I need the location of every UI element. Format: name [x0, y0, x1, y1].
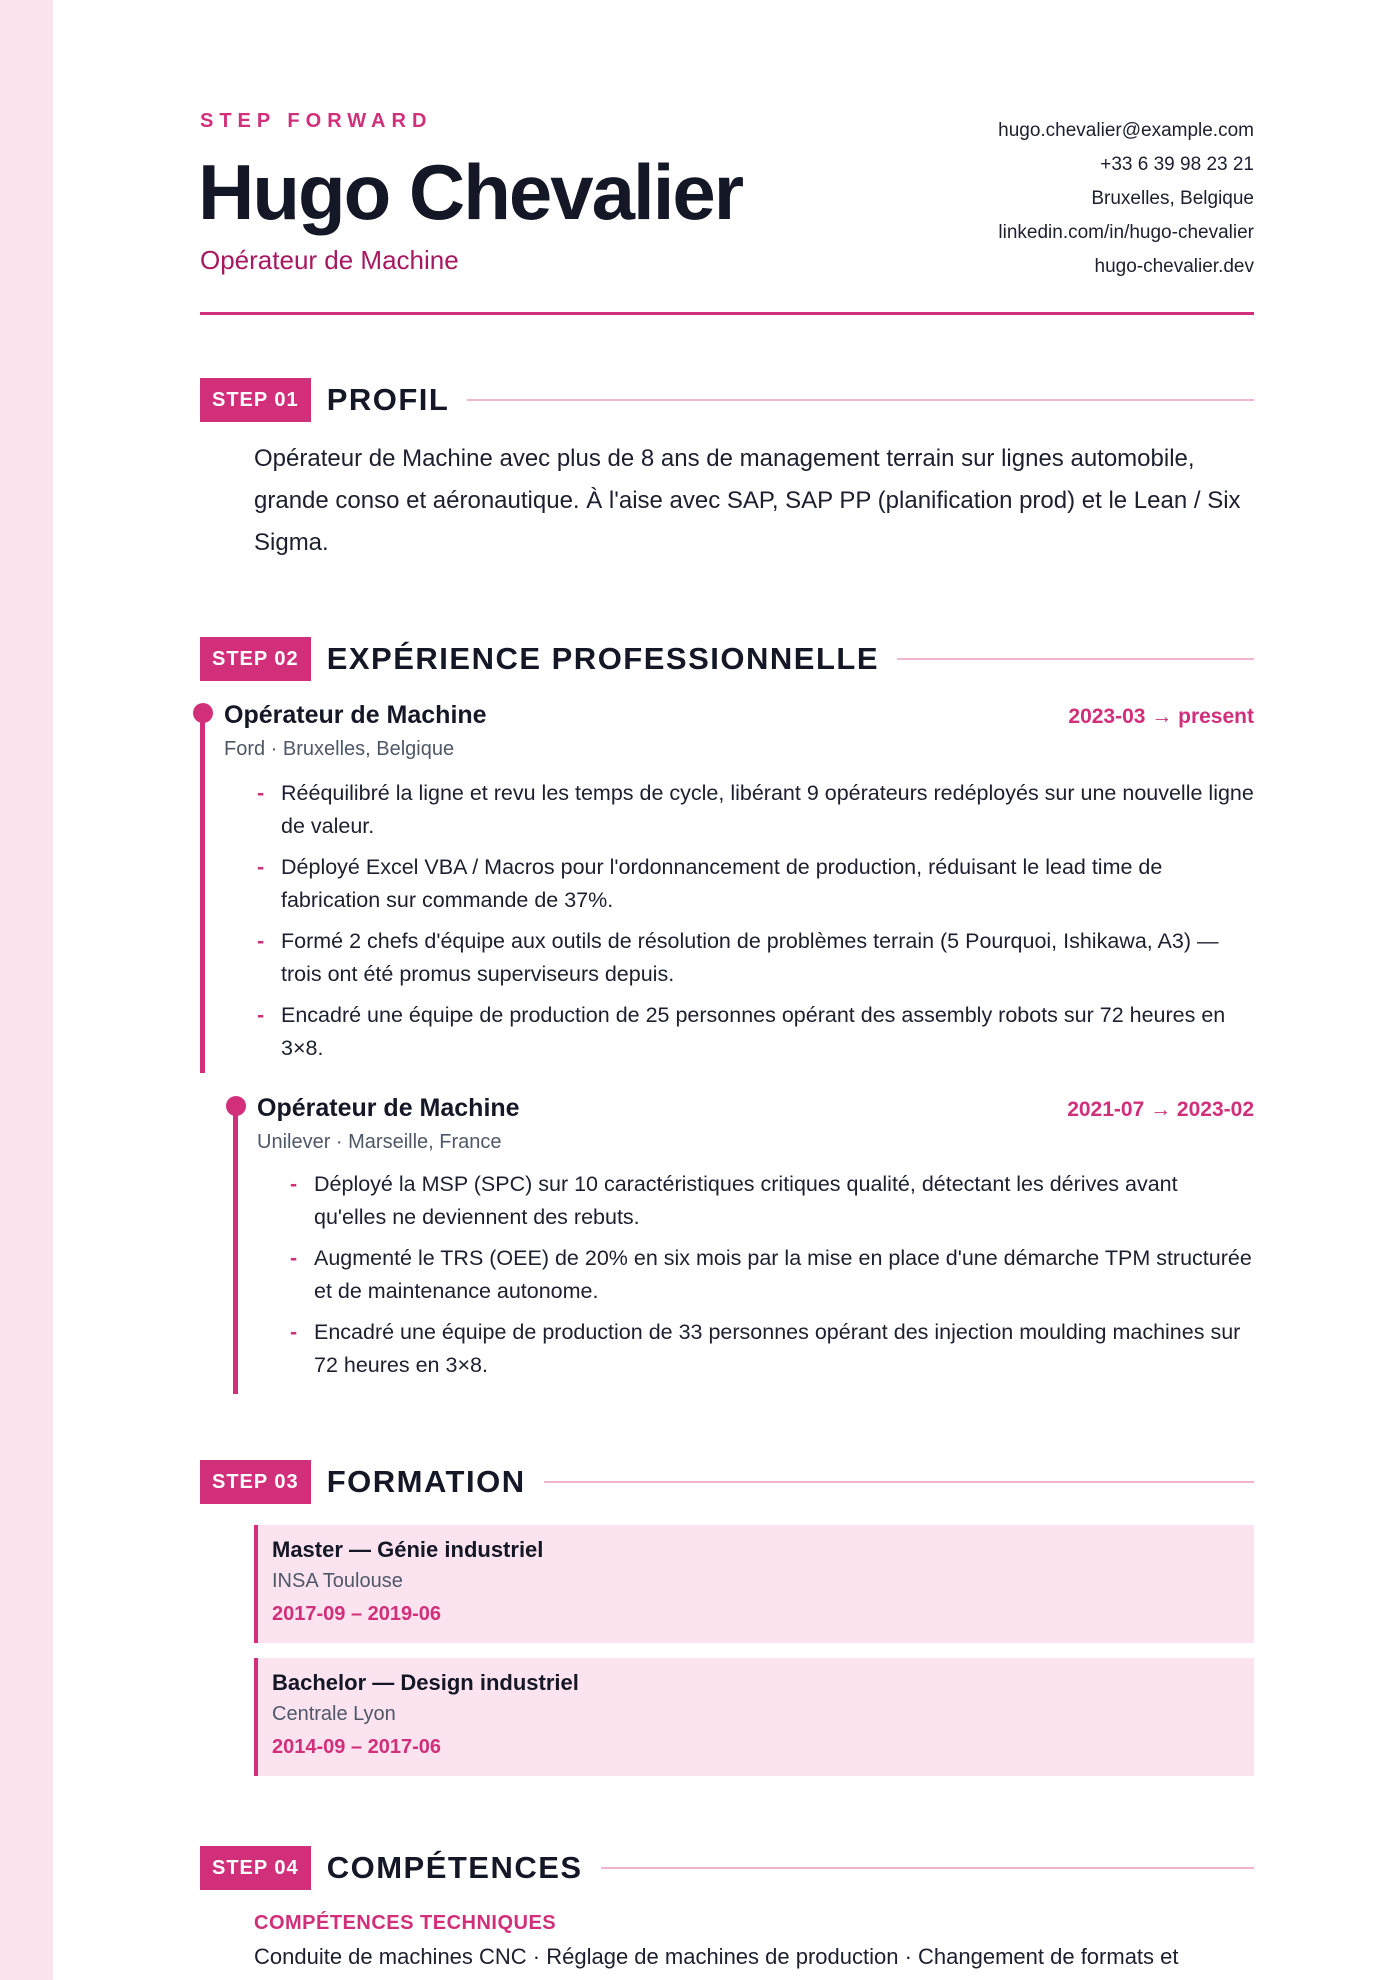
- bullet-item: [254, 999, 1254, 1065]
- section-rule: [467, 399, 1254, 401]
- section-heading: [200, 1846, 1254, 1890]
- edu-dates: 2014-09 – 2017-06: [272, 1736, 442, 1758]
- section-rule: [897, 658, 1254, 660]
- edu-degree: Master — Génie industriel: [272, 1537, 544, 1562]
- contact-website[interactable]: hugo-chevalier.dev: [1094, 256, 1254, 277]
- job-entry: [200, 703, 1254, 1073]
- education-card: [254, 1525, 1254, 1643]
- dash-icon: -: [290, 1172, 298, 1196]
- job-title: Opérateur de Machine: [257, 1094, 520, 1122]
- bullet-item: [254, 777, 1254, 843]
- timeline-line: [200, 713, 205, 1073]
- contact-phone[interactable]: +33 6 39 98 23 21: [1100, 154, 1254, 175]
- edu-dates: 2017-09 – 2019-06: [272, 1603, 442, 1625]
- step-badge: STEP 03: [200, 1460, 311, 1504]
- candidate-headline: Opérateur de Machine: [200, 245, 459, 275]
- step-badge: STEP 02: [200, 637, 311, 681]
- edu-degree: Bachelor — Design industriel: [272, 1670, 579, 1695]
- contact-location: Bruxelles, Belgique: [1091, 188, 1254, 209]
- section-title: EXPÉRIENCE PROFESSIONNELLE: [326, 641, 880, 676]
- bullet-item: [254, 925, 1254, 991]
- dash-icon: -: [290, 1246, 298, 1270]
- dash-icon: -: [257, 855, 265, 879]
- job-bullets: [287, 1168, 1254, 1390]
- step-badge: STEP 04: [200, 1846, 311, 1890]
- section-education: [200, 1460, 1254, 1758]
- bullet-item: [287, 1316, 1254, 1382]
- bullet-text: Déployé la MSP (SPC) sur 10 caractéristiques critiques qualité, détectant les dérives avant qu'elles ne deviennent des rebuts.: [314, 1172, 1178, 1229]
- bullet-item: [287, 1242, 1254, 1308]
- skill-items: Conduite de machines CNC · Réglage de machines de production · Changement de formats et: [254, 1944, 1179, 1969]
- timeline-line: [233, 1106, 238, 1394]
- side-band: [0, 0, 53, 1980]
- job-dates: 2021-07 → 2023-02: [1067, 1098, 1254, 1121]
- education-card: [254, 1658, 1254, 1776]
- dash-icon: -: [257, 1003, 265, 1027]
- job-bullets: [254, 777, 1254, 1073]
- section-heading: [200, 378, 1254, 422]
- section-rule: [601, 1867, 1254, 1869]
- job-title: Opérateur de Machine: [224, 701, 487, 729]
- step-badge: STEP 01: [200, 378, 311, 422]
- section-skills: [200, 1846, 1254, 1969]
- section-profile: [200, 378, 1254, 556]
- candidate-name: Hugo Chevalier: [198, 148, 743, 236]
- bullet-text: Formé 2 chefs d'équipe aux outils de résolution de problèmes terrain (5 Pourquoi, Ishikawa, A3) — trois ont été promus superviseurs depuis.: [281, 929, 1219, 986]
- bullet-text: Encadré une équipe de production de 33 personnes opérant des injection moulding machines sur 72 heures en 3×8.: [314, 1320, 1241, 1377]
- section-title: PROFIL: [326, 382, 450, 417]
- resume-page: [198, 0, 1254, 1969]
- section-heading: [200, 1460, 1254, 1504]
- section-rule: [544, 1481, 1254, 1483]
- section-heading: [200, 637, 1254, 681]
- section-experience: [200, 637, 1254, 1377]
- bullet-text: Augmenté le TRS (OEE) de 20% en six mois par la mise en place d'une démarche TPM structurée et de maintenance autonome.: [314, 1246, 1252, 1303]
- section-title: COMPÉTENCES: [326, 1850, 583, 1885]
- bullet-text: Déployé Excel VBA / Macros pour l'ordonnancement de production, réduisant le lead time de fabrication sur commande de 37%.: [281, 855, 1163, 912]
- job-company: Ford · Bruxelles, Belgique: [224, 738, 455, 760]
- edu-school: INSA Toulouse: [272, 1570, 403, 1592]
- job-entry: [233, 1096, 1254, 1394]
- eyebrow-tagline: STEP FORWARD: [200, 110, 433, 132]
- bullet-item: [287, 1168, 1254, 1234]
- contact-email[interactable]: hugo.chevalier@example.com: [998, 120, 1254, 141]
- bullet-item: [254, 851, 1254, 917]
- resume-header: [200, 0, 1254, 315]
- bullet-text: Encadré une équipe de production de 25 personnes opérant des assembly robots sur 72 heures en 3×8.: [281, 1003, 1226, 1060]
- contact-block: [998, 114, 1254, 284]
- skill-category: COMPÉTENCES TECHNIQUES: [254, 1912, 557, 1934]
- job-company: Unilever · Marseille, France: [257, 1131, 502, 1153]
- contact-linkedin[interactable]: linkedin.com/in/hugo-chevalier: [998, 222, 1254, 243]
- job-dates: 2023-03 → present: [1068, 705, 1254, 728]
- dash-icon: -: [257, 781, 265, 805]
- dash-icon: -: [257, 929, 265, 953]
- profile-summary: Opérateur de Machine avec plus de 8 ans de management terrain sur lignes automobile, grande conso et aéronautique. À l'aise avec SAP, SAP PP (planification prod) et le Lean / Six Sigma.: [254, 445, 1241, 556]
- edu-school: Centrale Lyon: [272, 1703, 396, 1725]
- section-title: FORMATION: [326, 1464, 526, 1499]
- dash-icon: -: [290, 1320, 298, 1344]
- bullet-text: Rééquilibré la ligne et revu les temps de cycle, libérant 9 opérateurs redéployés sur une nouvelle ligne de valeur.: [281, 781, 1254, 838]
